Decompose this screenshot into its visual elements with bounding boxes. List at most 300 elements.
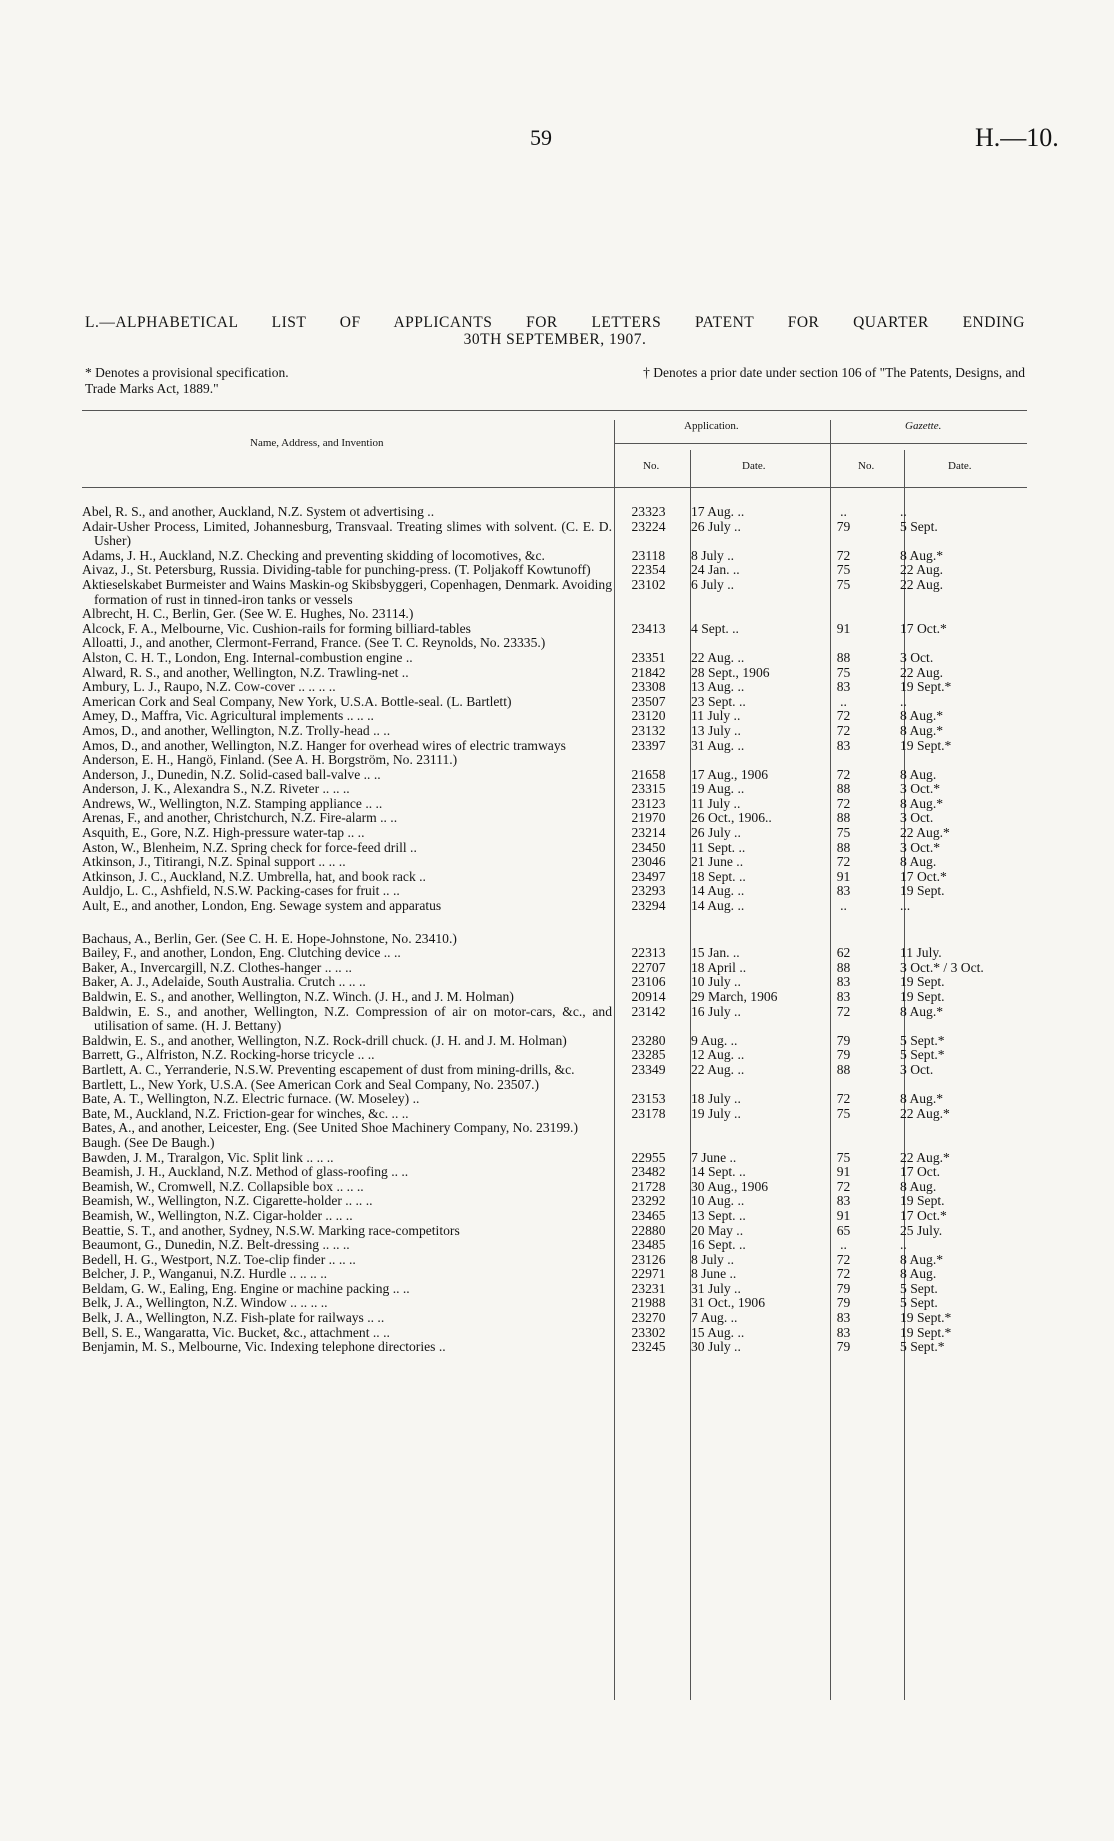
application-number: 23397	[631, 737, 666, 753]
table-row	[82, 1238, 1027, 1253]
gazette-date: 19 Sept.*	[900, 1310, 952, 1326]
gazette-number: 83	[836, 1310, 851, 1326]
applicant-name: Baldwin, E. S., and another, Wellington, N.Z. Rock-drill chuck. (J. H. and J. M. Holman)	[82, 1032, 567, 1048]
application-date: 21 June ..	[691, 854, 744, 870]
header-name: Name, Address, and Invention	[250, 437, 384, 449]
header-gazette: Gazette.	[905, 420, 942, 432]
applicant-name: Bate, M., Auckland, N.Z. Friction-gear for winches, &c. .. ..	[82, 1105, 409, 1121]
gazette-date: ..	[900, 1237, 907, 1253]
applicant-name: Beamish, J. H., Auckland, N.Z. Method of glass-roofing .. ..	[82, 1164, 409, 1180]
gazette-number: 83	[836, 737, 851, 753]
gazette-number: ..	[840, 1237, 847, 1253]
application-number	[612, 932, 685, 947]
table-row	[82, 1209, 1027, 1224]
gazette-date: 17 Oct.*	[900, 620, 947, 636]
application-number: 22354	[631, 562, 666, 578]
table-row	[82, 651, 1027, 666]
table-row	[82, 1253, 1027, 1268]
applicant-name: Belk, J. A., Wellington, N.Z. Fish-plate for railways .. ..	[82, 1310, 385, 1326]
applicant-name: Ault, E., and another, London, Eng. Sewage system and apparatus	[82, 898, 442, 914]
gazette-date: 8 Aug.	[900, 1266, 937, 1282]
application-date: 23 Sept. ..	[691, 693, 746, 709]
application-number: 23178	[631, 1105, 666, 1121]
applicant-name: Alward, R. S., and another, Wellington, N.Z. Trawling-net ..	[82, 664, 409, 680]
applicant-name: Anderson, J. K., Alexandra S., N.Z. Riveter .. .. ..	[82, 781, 350, 797]
gazette-number	[805, 1121, 882, 1136]
applicant-name: Beamish, W., Wellington, N.Z. Cigar-holder .. .. ..	[82, 1207, 353, 1223]
application-number: 23315	[631, 781, 666, 797]
gazette-number: 65	[836, 1222, 851, 1238]
application-date: 6 July ..	[691, 576, 735, 592]
header-app-date: Date.	[742, 460, 766, 472]
application-date: 14 Aug. ..	[691, 883, 745, 899]
application-date: 8 June ..	[691, 1266, 737, 1282]
table-row	[82, 1063, 1027, 1078]
application-number: 23280	[631, 1032, 666, 1048]
application-date: 30 July ..	[691, 1339, 741, 1355]
applicant-name: Amey, D., Maffra, Vic. Agricultural implements .. .. ..	[82, 708, 374, 724]
application-date: 15 Jan. ..	[691, 945, 740, 961]
applicant-name: Auldjo, L. C., Ashfield, N.S.W. Packing-cases for fruit .. ..	[82, 883, 400, 899]
gazette-number	[805, 1078, 882, 1093]
application-number: 23153	[631, 1091, 666, 1107]
application-number: 23118	[631, 547, 666, 563]
table-row	[82, 563, 1027, 578]
application-date: 22 Aug. ..	[691, 649, 745, 665]
table-row	[82, 1296, 1027, 1311]
header-rule-bottom	[82, 487, 1027, 488]
gazette-date: ..	[900, 504, 907, 519]
application-number: 23231	[631, 1280, 666, 1296]
table-row	[82, 520, 1027, 549]
applicant-name: Anderson, J., Dunedin, N.Z. Solid-cased ball-valve .. ..	[82, 766, 381, 782]
table-row	[82, 797, 1027, 812]
application-number: 22707	[631, 959, 666, 975]
gazette-date: 22 Aug.*	[900, 1105, 950, 1121]
list-title	[85, 314, 1025, 348]
table-row	[82, 578, 1027, 607]
applicant-name: Bedell, H. G., Westport, N.Z. Toe-clip finder .. .. ..	[82, 1251, 356, 1267]
application-number: 23349	[631, 1061, 666, 1077]
header-gazette-date: Date.	[948, 460, 972, 472]
application-date: 9 Aug. ..	[691, 1032, 738, 1048]
applicant-name: Beamish, W., Cromwell, N.Z. Collapsible box .. .. ..	[82, 1178, 364, 1194]
applicant-name: Andrews, W., Wellington, N.Z. Stamping appliance .. ..	[82, 795, 383, 811]
application-date: 12 Aug. ..	[691, 1047, 745, 1063]
application-date: 17 Aug., 1906	[691, 766, 769, 782]
table-row	[82, 1180, 1027, 1195]
gazette-date: 8 Aug.*	[900, 1003, 944, 1019]
gazette-date: 5 Sept.*	[900, 1047, 945, 1063]
table-row	[82, 753, 1027, 768]
table-row	[82, 811, 1027, 826]
applicant-name: Baker, A., Invercargill, N.Z. Clothes-hanger .. .. ..	[82, 959, 352, 975]
gazette-date: 5 Sept.*	[900, 1339, 945, 1355]
application-date: 18 April ..	[691, 959, 747, 975]
gazette-date: 17 Oct.	[900, 1164, 941, 1180]
header-app-no: No.	[643, 460, 660, 472]
application-number: 22971	[631, 1266, 666, 1282]
gazette-number: 75	[836, 825, 851, 841]
table-row	[82, 884, 1027, 899]
applicant-name: Bell, S. E., Wangaratta, Vic. Bucket, &c., attachment .. ..	[82, 1324, 390, 1340]
table-row	[82, 899, 1027, 914]
note-prior-date-cont: Trade Marks Act, 1889."	[85, 381, 219, 396]
gazette-date: 3 Oct.*	[900, 781, 941, 797]
table-row	[82, 1311, 1027, 1326]
gazette-number: 79	[836, 1295, 851, 1311]
table-row	[82, 946, 1027, 961]
gazette-number: 72	[836, 766, 851, 782]
gazette-date: 19 Sept.*	[900, 1324, 952, 1340]
application-number: 23270	[631, 1310, 666, 1326]
application-number: 23323	[631, 504, 666, 519]
table-row	[82, 1151, 1027, 1166]
application-number: 23308	[631, 679, 666, 695]
gazette-number: 79	[836, 1339, 851, 1355]
gazette-number: ..	[840, 504, 847, 519]
applicant-name: Beldam, G. W., Ealing, Eng. Engine or machine packing .. ..	[82, 1280, 410, 1296]
application-number: 23224	[631, 518, 666, 534]
table-row	[82, 739, 1027, 754]
application-number: 23285	[631, 1047, 666, 1063]
gazette-date: 8 Aug.*	[900, 708, 944, 724]
gazette-date: 5 Sept.	[900, 1295, 938, 1311]
applicant-name: Amos, D., and another, Wellington, N.Z. Hanger for overhead wires of electric tramways	[82, 737, 566, 753]
gazette-number: 75	[836, 576, 851, 592]
table-row	[82, 724, 1027, 739]
application-date: 31 Oct., 1906	[691, 1295, 766, 1311]
application-date: 13 July ..	[691, 722, 741, 738]
title-line-1: L.—ALPHABETICAL LIST OF APPLICANTS FOR LETTERS PATENT FOR QUARTER ENDING	[85, 314, 1025, 331]
table-row	[82, 870, 1027, 885]
application-date	[685, 636, 805, 651]
gazette-date: 3 Oct.	[900, 649, 934, 665]
gazette-number	[805, 932, 882, 947]
applicant-name: Alloatti, J., and another, Clermont-Ferrand, France. (See T. C. Reynolds, No. 23335.)	[82, 635, 546, 651]
gazette-date: 8 Aug.*	[900, 722, 944, 738]
application-date: 19 Aug. ..	[691, 781, 745, 797]
application-date: 8 July ..	[691, 1251, 735, 1267]
application-number: 23102	[631, 576, 666, 592]
applicant-name: Alcock, F. A., Melbourne, Vic. Cushion-rails for forming billiard-tables	[82, 620, 471, 636]
application-date: 19 July ..	[691, 1105, 741, 1121]
gazette-date	[882, 1078, 982, 1093]
applicant-name: Barrett, G., Alfriston, N.Z. Rocking-horse tricycle .. ..	[82, 1047, 375, 1063]
table-row	[82, 505, 1027, 520]
gazette-number: 72	[836, 1251, 851, 1267]
table-row	[82, 636, 1027, 651]
table-row	[82, 1224, 1027, 1239]
application-number: 23292	[631, 1193, 666, 1209]
gazette-number: 79	[836, 1047, 851, 1063]
table-row	[82, 1267, 1027, 1282]
application-date: 7 June ..	[691, 1149, 737, 1165]
gazette-date: 8 Aug.	[900, 854, 937, 870]
applicant-name: Beamish, W., Wellington, N.Z. Cigarette-holder .. .. ..	[82, 1193, 373, 1209]
applicant-name: Bawden, J. M., Traralgon, Vic. Split link .. .. ..	[82, 1149, 334, 1165]
table-row	[82, 1034, 1027, 1049]
gazette-number: 79	[836, 1032, 851, 1048]
gazette-number: 75	[836, 1149, 851, 1165]
application-date: 29 March, 1906	[691, 989, 778, 1004]
gazette-number: 88	[836, 959, 851, 975]
application-date: 26 Oct., 1906..	[691, 810, 772, 826]
application-date: 31 Aug. ..	[691, 737, 745, 753]
application-number: 23485	[631, 1237, 666, 1253]
application-number: 23294	[631, 898, 666, 914]
application-date: 13 Sept. ..	[691, 1207, 746, 1223]
applicant-name: Belk, J. A., Wellington, N.Z. Window .. .. .. ..	[82, 1295, 328, 1311]
application-number: 23507	[631, 693, 666, 709]
application-number: 23450	[631, 839, 666, 855]
gazette-number: 91	[836, 868, 851, 884]
table-row	[82, 1092, 1027, 1107]
application-number: 20914	[631, 989, 666, 1004]
title-line-2: 30TH SEPTEMBER, 1907.	[463, 331, 647, 348]
applicant-name: Atkinson, J., Titirangi, N.Z. Spinal support .. .. ..	[82, 854, 346, 870]
application-date: 18 Sept. ..	[691, 868, 746, 884]
gazette-date	[882, 1136, 982, 1151]
application-number: 22955	[631, 1149, 666, 1165]
applicants-table	[82, 505, 1027, 1355]
gazette-date: 19 Sept.	[900, 883, 945, 899]
page-number: 59	[530, 125, 552, 150]
gazette-date: 3 Oct.	[900, 1061, 934, 1077]
table-row	[82, 549, 1027, 564]
application-date: 14 Aug. ..	[691, 898, 745, 914]
application-number: 23482	[631, 1164, 666, 1180]
gazette-date: ...	[900, 898, 911, 914]
table-row	[82, 826, 1027, 841]
gazette-number: ..	[840, 693, 847, 709]
gazette-date: 17 Oct.*	[900, 868, 947, 884]
gazette-date: 3 Oct.*	[900, 839, 941, 855]
application-number: 23126	[631, 1251, 666, 1267]
note-prior-date: † Denotes a prior date under section 106 of "The Patents, Designs, and	[643, 365, 1025, 380]
header-rule-mid	[614, 443, 1027, 444]
application-number: 23046	[631, 854, 666, 870]
application-date	[685, 1121, 805, 1136]
gazette-date	[882, 753, 982, 768]
gazette-date	[882, 607, 982, 622]
gazette-number: 88	[836, 1061, 851, 1077]
table-row	[82, 1078, 1027, 1093]
gazette-number: 83	[836, 883, 851, 899]
gazette-number: 72	[836, 795, 851, 811]
application-date: 26 July ..	[691, 825, 741, 841]
gazette-date: 22 Aug.*	[900, 1149, 950, 1165]
table-row	[82, 607, 1027, 622]
applicant-name: Adams, J. H., Auckland, N.Z. Checking and preventing skidding of locomotives, &c.	[82, 547, 545, 563]
application-number: 23214	[631, 825, 666, 841]
gazette-date: 19 Sept.*	[900, 737, 952, 753]
gazette-date: 8 Aug.*	[900, 795, 944, 811]
application-number: 23497	[631, 868, 666, 884]
table-row	[82, 768, 1027, 783]
gazette-number: 88	[836, 839, 851, 855]
table-row	[82, 975, 1027, 990]
applicant-name: Beattie, S. T., and another, Sydney, N.S.W. Marking race-competitors	[82, 1222, 460, 1238]
note-provisional: * Denotes a provisional specification.	[85, 365, 289, 380]
table-row	[82, 695, 1027, 710]
gazette-number: 62	[836, 945, 851, 961]
table-row	[82, 1194, 1027, 1209]
gazette-date: 19 Sept.*	[900, 679, 952, 695]
gazette-number: 75	[836, 1105, 851, 1121]
gazette-number	[805, 1136, 882, 1151]
gazette-number: 72	[836, 1266, 851, 1282]
gazette-number: 79	[836, 1280, 851, 1296]
gazette-date: 3 Oct.	[900, 810, 934, 826]
application-number: 23351	[631, 649, 666, 665]
table-row	[82, 666, 1027, 681]
gazette-number	[805, 607, 882, 622]
gazette-number: 72	[836, 854, 851, 870]
application-date: 16 July ..	[691, 1003, 741, 1019]
gazette-date: 22 Aug.	[900, 562, 944, 578]
applicant-name: Asquith, E., Gore, N.Z. High-pressure water-tap .. ..	[82, 825, 365, 841]
gazette-date: 8 Aug.*	[900, 1251, 944, 1267]
table-row	[82, 841, 1027, 856]
table-row	[82, 1165, 1027, 1180]
gazette-date: 19 Sept.	[900, 1193, 945, 1209]
applicant-name: Aivaz, J., St. Petersburg, Russia. Dividing-table for punching-press. (T. Poljakoff Kowtunoff)	[82, 562, 591, 578]
application-date: 20 May ..	[691, 1222, 744, 1238]
application-date	[685, 932, 805, 947]
application-number	[612, 607, 685, 622]
gazette-date: 5 Sept.*	[900, 1032, 945, 1048]
applicant-name: Bailey, F., and another, London, Eng. Clutching device .. ..	[82, 945, 401, 961]
application-number: 22880	[631, 1222, 666, 1238]
application-number	[612, 1078, 685, 1093]
table-row	[82, 622, 1027, 637]
gazette-date	[882, 636, 982, 651]
gazette-number: 72	[836, 722, 851, 738]
application-date: 26 July ..	[691, 518, 741, 534]
application-date: 8 July ..	[691, 547, 735, 563]
applicant-name: Amos, D., and another, Wellington, N.Z. Trolly-head .. ..	[82, 722, 391, 738]
gazette-date: 22 Aug.	[900, 576, 944, 592]
gazette-date: 17 Oct.*	[900, 1207, 947, 1223]
table-row	[82, 961, 1027, 976]
application-date: 15 Aug. ..	[691, 1324, 745, 1340]
gazette-date: 5 Sept.	[900, 518, 938, 534]
gazette-date: 8 Aug.	[900, 1178, 937, 1194]
application-date: 11 July ..	[691, 795, 741, 811]
application-number: 21842	[631, 664, 666, 680]
gazette-date: 3 Oct.* / 3 Oct.	[900, 959, 984, 975]
applicant-name: Bates, A., and another, Leicester, Eng. (See United Shoe Machinery Company, No. 23199.)	[82, 1120, 578, 1136]
table-row	[82, 1048, 1027, 1063]
applicant-name: Bachaus, A., Berlin, Ger. (See C. H. E. Hope-Johnstone, No. 23410.)	[82, 930, 457, 946]
application-date	[685, 1078, 805, 1093]
application-date: 28 Sept., 1906	[691, 664, 770, 680]
gazette-number: 75	[836, 664, 851, 680]
applicant-name: Aston, W., Blenheim, N.Z. Spring check for force-feed drill ..	[82, 839, 417, 855]
application-date: 11 Sept. ..	[691, 839, 746, 855]
gazette-number: 91	[836, 1164, 851, 1180]
table-row	[82, 1340, 1027, 1355]
applicant-name: Atkinson, J. C., Auckland, N.Z. Umbrella, hat, and book rack ..	[82, 868, 426, 884]
gazette-date: 25 July.	[900, 1222, 943, 1238]
table-row	[82, 782, 1027, 797]
header-rule-top	[82, 410, 1027, 411]
table-row	[82, 709, 1027, 724]
applicant-name: Baker, A. J., Adelaide, South Australia. Crutch .. .. ..	[82, 974, 366, 990]
gazette-date: 8 Aug.	[900, 766, 937, 782]
application-date: 30 Aug., 1906	[691, 1178, 769, 1194]
gazette-date: 19 Sept.	[900, 989, 945, 1004]
application-number: 21970	[631, 810, 666, 826]
notes	[85, 365, 1025, 397]
application-number	[612, 753, 685, 768]
application-date	[685, 607, 805, 622]
applicant-name: Bartlett, A. C., Yerranderie, N.S.W. Preventing escapement of dust from mining-drills, &c.	[82, 1061, 575, 1077]
applicant-name: Bartlett, L., New York, U.S.A. (See American Cork and Seal Company, No. 23507.)	[82, 1076, 540, 1092]
application-number: 23106	[631, 974, 666, 990]
application-number: 23123	[631, 795, 666, 811]
application-number: 23302	[631, 1324, 666, 1340]
application-date: 22 Aug. ..	[691, 1061, 745, 1077]
applicant-name: Arenas, F., and another, Christchurch, N.Z. Fire-alarm .. ..	[82, 810, 398, 826]
application-number: 21728	[631, 1178, 666, 1194]
header-gazette-no: No.	[858, 460, 875, 472]
application-date: 16 Sept. ..	[691, 1237, 746, 1253]
gazette-number: ..	[840, 898, 847, 914]
gazette-date: 5 Sept.	[900, 1280, 938, 1296]
table-row	[82, 1005, 1027, 1034]
gazette-number: 88	[836, 810, 851, 826]
applicant-name: Ambury, L. J., Raupo, N.Z. Cow-cover .. .. .. ..	[82, 679, 336, 695]
gazette-date: 11 July.	[900, 945, 942, 961]
gazette-number: 75	[836, 562, 851, 578]
gazette-number: 83	[836, 974, 851, 990]
gazette-date: 22 Aug.*	[900, 825, 950, 841]
applicant-name: Baldwin, E. S., and another, Wellington, N.Z. Winch. (J. H., and J. M. Holman)	[82, 989, 514, 1004]
table-row	[82, 1282, 1027, 1297]
application-date: 17 Aug. ..	[691, 504, 745, 519]
gazette-number: 91	[836, 620, 851, 636]
table-row	[82, 1136, 1027, 1151]
application-date: 18 July ..	[691, 1091, 741, 1107]
gazette-number: 91	[836, 1207, 851, 1223]
gazette-number: 72	[836, 1003, 851, 1019]
table-row	[82, 1121, 1027, 1136]
table-row	[82, 855, 1027, 870]
gazette-number: 83	[836, 679, 851, 695]
application-number	[612, 1136, 685, 1151]
application-number: 21988	[631, 1295, 666, 1311]
gazette-date	[882, 1121, 982, 1136]
gazette-number: 83	[836, 1324, 851, 1340]
applicant-name: Baugh. (See De Baugh.)	[82, 1134, 215, 1150]
gazette-number: 83	[836, 989, 851, 1004]
application-number: 23245	[631, 1339, 666, 1355]
applicant-name: Bate, A. T., Wellington, N.Z. Electric furnace. (W. Moseley) ..	[82, 1091, 420, 1107]
gazette-number: 83	[836, 1193, 851, 1209]
gazette-date: 8 Aug.*	[900, 547, 944, 563]
application-number: 23413	[631, 620, 666, 636]
gazette-number: 88	[836, 649, 851, 665]
header-application: Application.	[684, 420, 739, 432]
applicant-name: Anderson, E. H., Hangö, Finland. (See A. H. Borgström, No. 23111.)	[82, 752, 458, 768]
applicant-name: Abel, R. S., and another, Auckland, N.Z. System ot advertising ..	[82, 504, 435, 519]
application-number: 23120	[631, 708, 666, 724]
application-date: 11 July ..	[691, 708, 741, 724]
applicant-name: Belcher, J. P., Wanganui, N.Z. Hurdle .. .. .. ..	[82, 1266, 328, 1282]
application-number: 23142	[631, 1003, 666, 1019]
